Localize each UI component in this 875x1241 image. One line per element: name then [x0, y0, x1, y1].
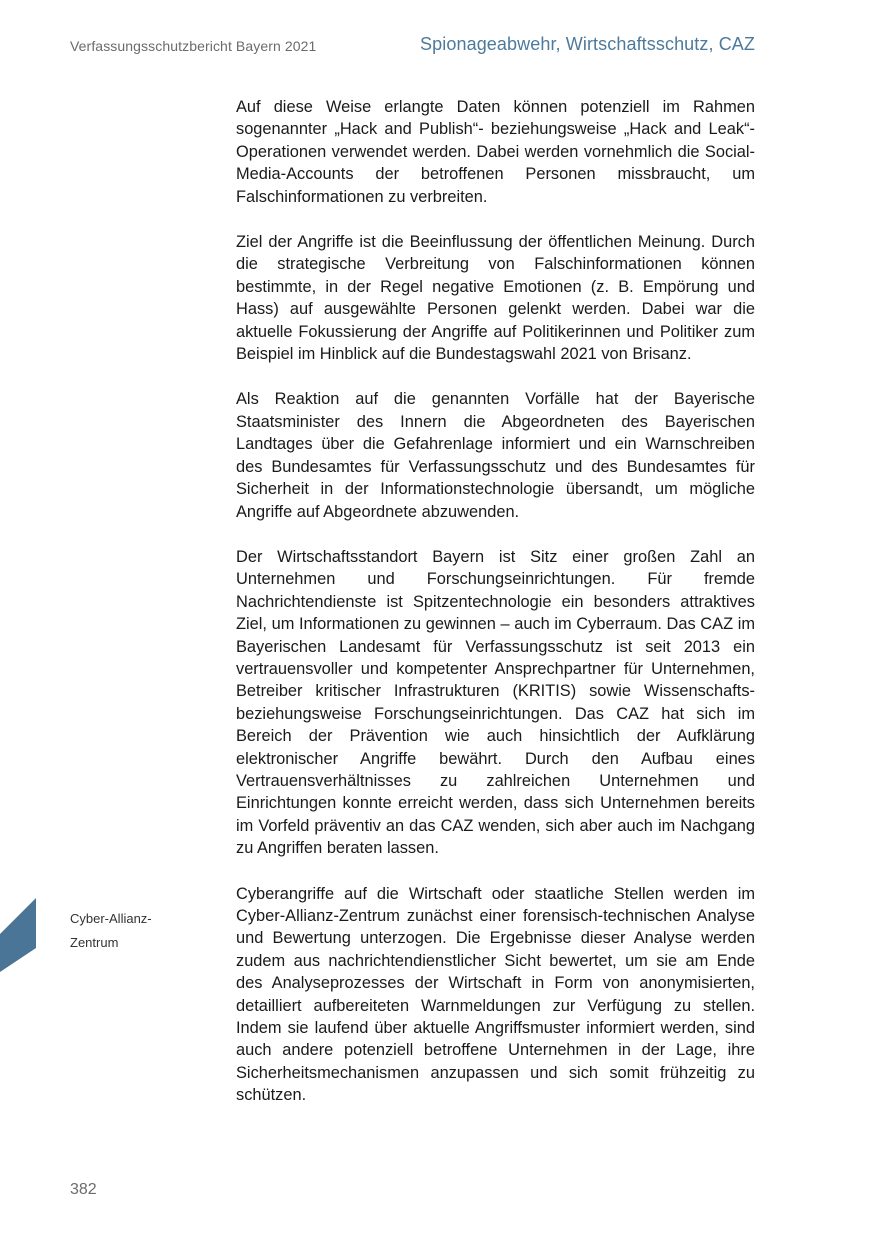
running-header-left: Verfassungsschutzbericht Bayern 2021: [70, 38, 317, 54]
paragraph-cyberangriffe: Cyberangriffe auf die Wirtschaft oder staatliche Stellen werden im Cyber-Allianz-Zentrum zunächst einer forensisch-technischen Analyse und Bewertung unterzogen. Die Ergebnisse dieser Analyse werden zudem aus nachrichtendienstlicher Sicht bewertet, um sie am Ende des Analyseprozesses der Wirtschaft in Form von anonymisierten, detailliert aufbereiteten Warnmeldungen zur Verfügung zu stellen. Indem sie laufend über aktuelle Angriffsmuster informiert werden, sind auch andere potenziell betroffene Unternehmen in der Lage, ihre Sicherheitsmechanismen anzupassen und sich somit frühzeitig zu schützen.: [236, 884, 755, 1105]
paragraph-ziel-der-angriffe: Ziel der Angriffe ist die Beeinflussung der öffentlichen Meinung. Durch die strategische Verbreitung von Falschinformationen können bestimmte, in der Regel negative Emotionen (z. B. Empörung und Hass) auf ausgewählte Personen gelenkt werden. Dabei war die aktuelle Fokussierung der Angriffe auf Politikerinnen und Politiker zum Beispiel im Hinblick auf die Bundestagswahl 2021 von Brisanz.: [236, 233, 755, 364]
paragraph-hack-and-publish: Auf diese Weise erlangte Daten können potenziell im Rahmen sogenannter „Hack and Publish“- beziehungsweise „Hack and Leak“-Operationen verwendet werden. Dabei werden vornehmlich die Social-Media-Accounts der betroffenen Personen missbraucht, um Falschinformationen zu verbreiten.: [236, 98, 755, 206]
margin-note-line2: Zentrum: [70, 935, 119, 950]
body-text: [236, 96, 755, 1130]
page-number: 382: [70, 1181, 97, 1198]
margin-note: [70, 907, 180, 955]
section-marker-tab: [0, 898, 36, 972]
paragraph-wirtschaftsstandort: Der Wirtschaftsstandort Bayern ist Sitz einer großen Zahl an Unternehmen und Forschungseinrichtungen. Für fremde Nachrichtendienste ist Spitzentechnologie ein besonders attraktives Ziel, um Informationen zu gewinnen – auch im Cyberraum. Das CAZ im Bayerischen Landesamt für Verfassungsschutz ist seit 2013 ein vertrauensvoller und kompetenter Ansprechpartner für Unternehmen, Betreiber kritischer Infrastrukturen (KRITIS) sowie Wissenschafts- beziehungsweise Forschungseinrichtungen. Das CAZ hat sich im Bereich der Prävention wie auch hinsichtlich der Aufklärung elektronischer Angriffe bewährt. Durch den Aufbau eines Vertrauensverhältnisses zu zahlreichen Unternehmen und Einrichtungen konnte erreicht werden, dass sich Unternehmen bereits im Vorfeld präventiv an das CAZ wenden, sich aber auch im Nachgang zu Angriffen beraten lassen.: [236, 547, 755, 858]
paragraph-reaktion: Als Reaktion auf die genannten Vorfälle hat der Bayerische Staatsminister des Innern die Abgeordneten des Bayerischen Landtages über die Gefahrenlage informiert und ein Warnschreiben des Bundesamtes für Verfassungsschutz und des Bundesamtes für Sicherheit in der Informationstechnologie übersandt, um mögliche Angriffe auf Abgeordnete abzuwenden.: [236, 390, 755, 521]
margin-note-line1: Cyber-Allianz-: [70, 911, 152, 926]
running-header-right: Spionageabwehr, Wirtschaftsschutz, CAZ: [420, 34, 755, 54]
